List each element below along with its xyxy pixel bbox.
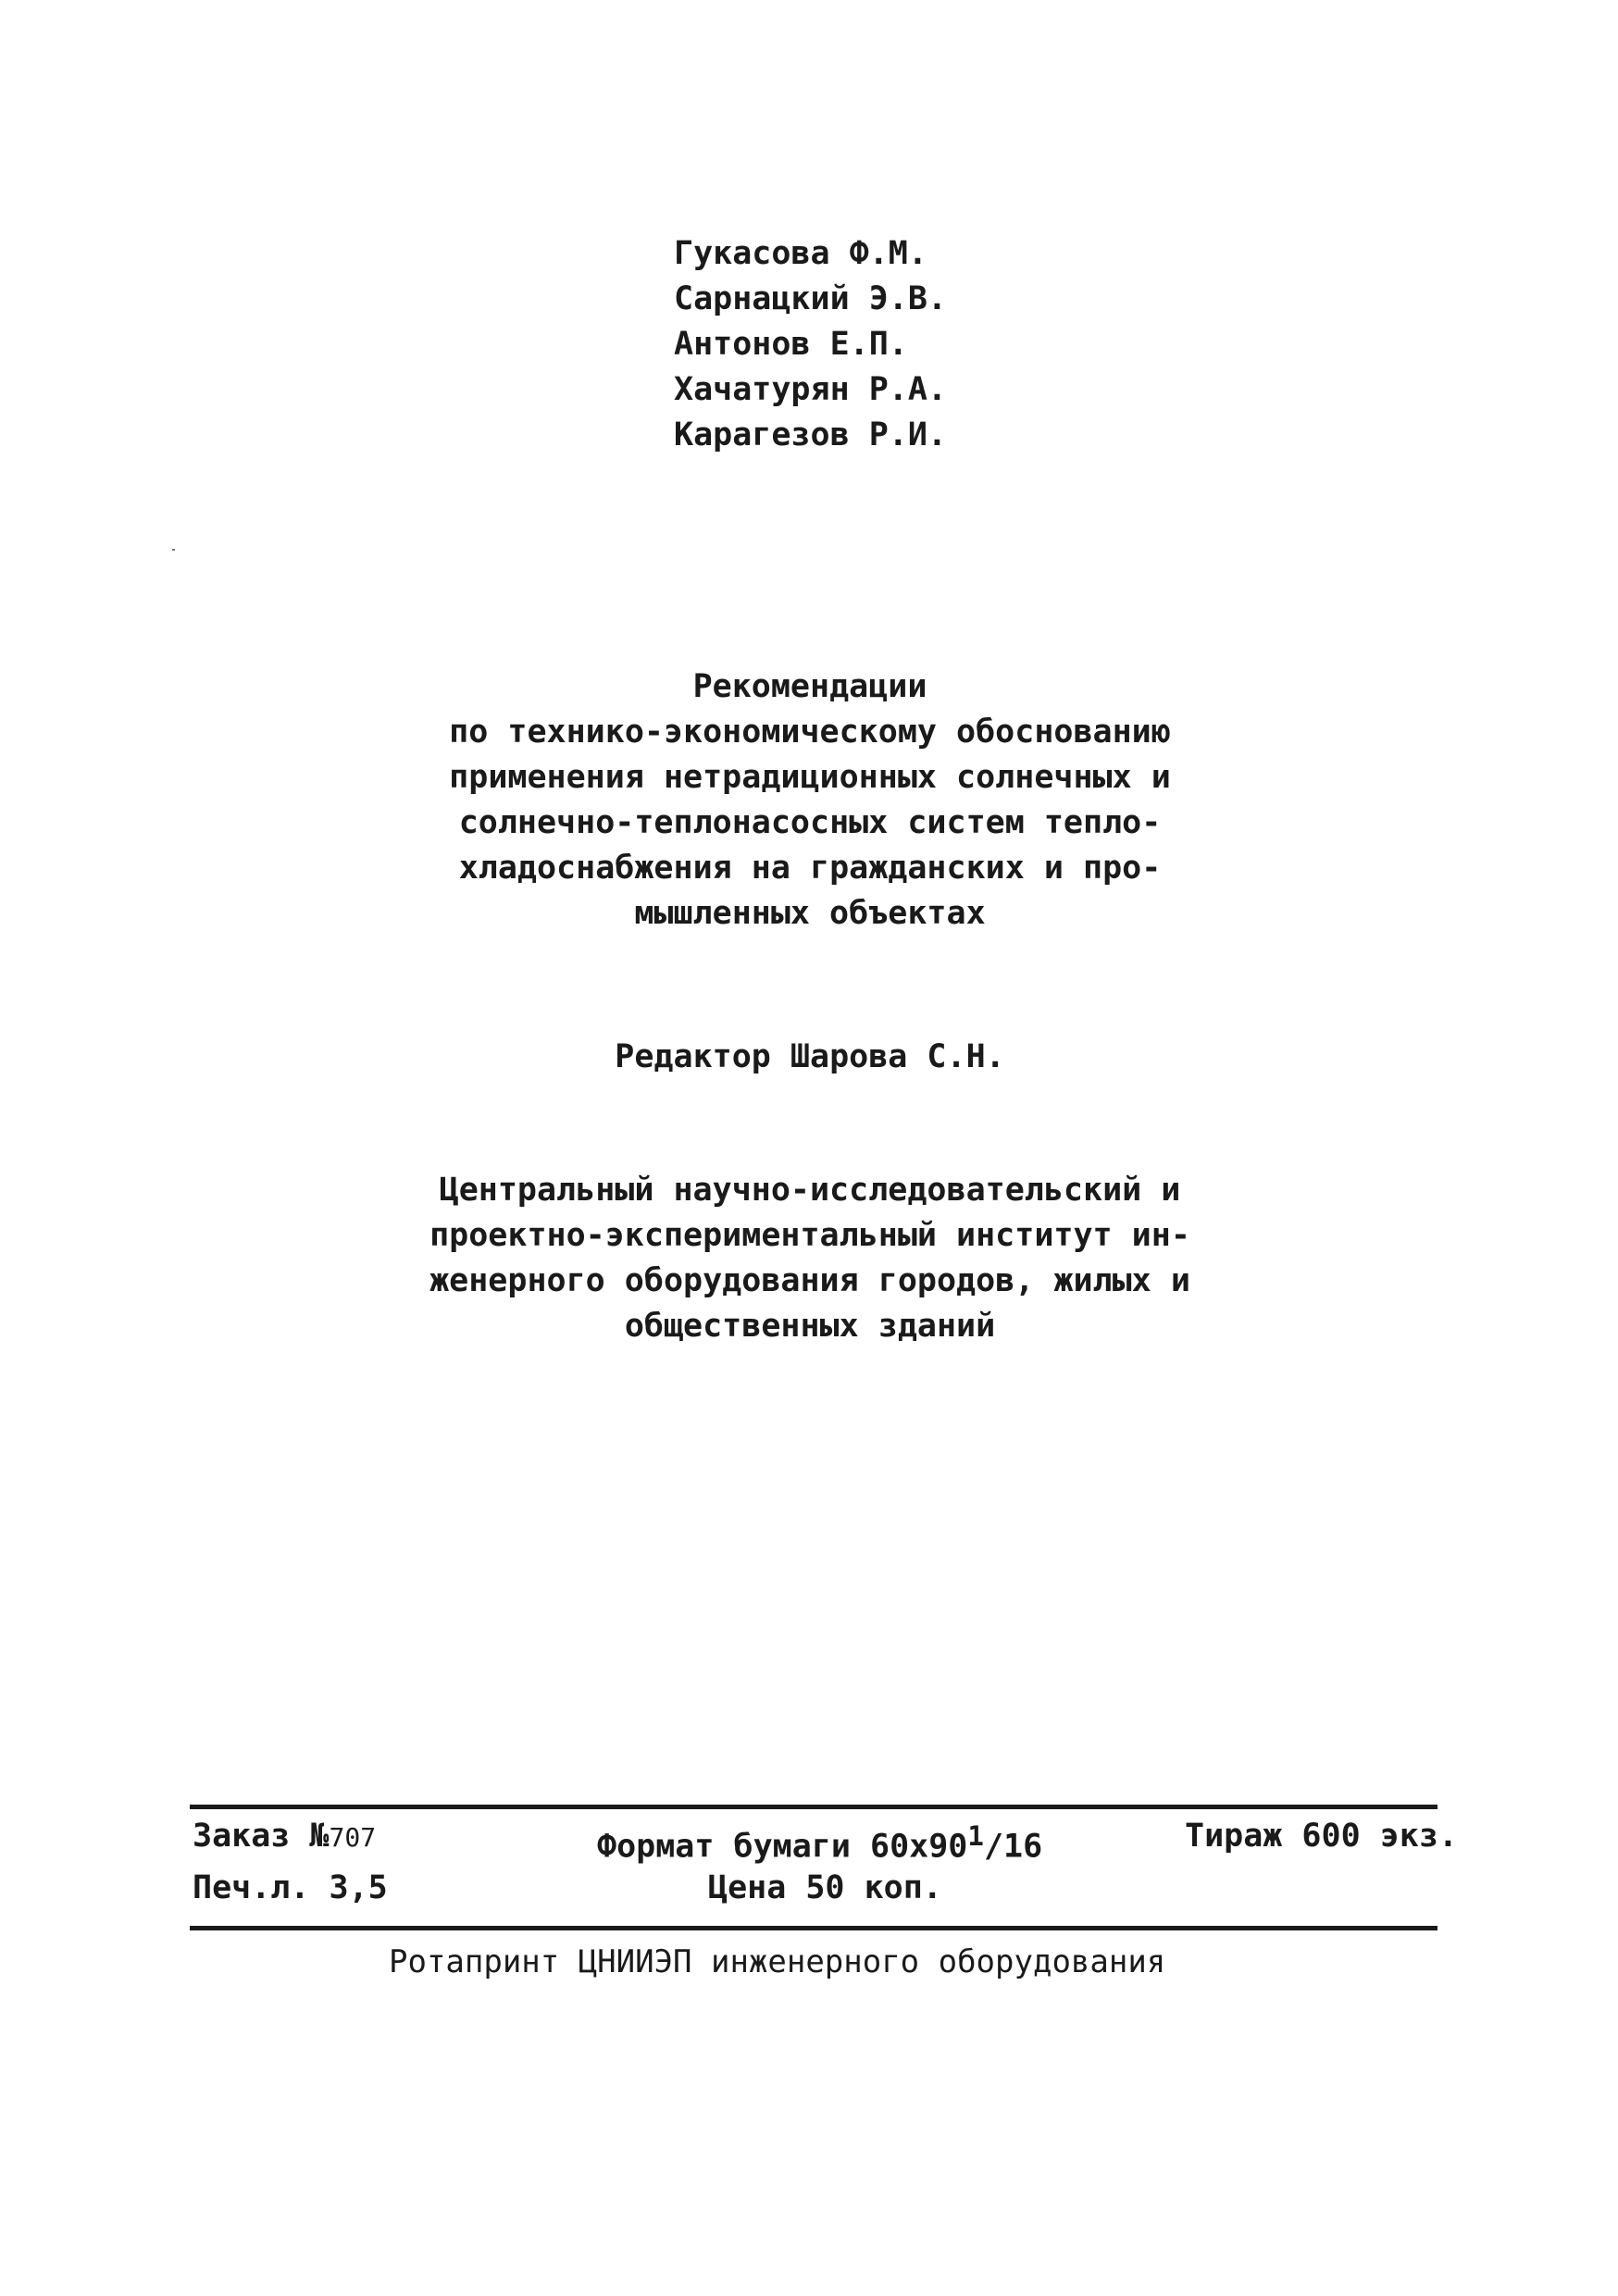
title-line: хладоснабжения на гражданских и про- xyxy=(458,850,1162,887)
author-name: Антонов Е.П. xyxy=(674,326,908,363)
author-list xyxy=(674,231,947,458)
print-run: Тираж 600 экз. xyxy=(1185,1818,1459,1855)
institute-name xyxy=(324,1168,1296,1349)
order-value: 707 xyxy=(329,1822,377,1853)
imprint-bottom-rule xyxy=(190,1926,1438,1930)
author-name: Сарнацкий Э.В. xyxy=(674,280,948,317)
editor-line: Редактор Шарова С.Н. xyxy=(615,1038,1005,1075)
author-name: Гукасова Ф.М. xyxy=(674,235,927,272)
scan-speck xyxy=(172,549,175,551)
author-name: Карагезов Р.И. xyxy=(674,416,948,453)
institute-line: общественных зданий xyxy=(624,1308,996,1345)
title-line: по технико-экономическому обоснованию xyxy=(449,714,1171,751)
author-name: Хачатурян Р.А. xyxy=(674,371,948,408)
format-superscript: 1 xyxy=(967,1820,984,1852)
price: Цена 50 коп. xyxy=(708,1869,942,1906)
title-line: солнечно-теплонасосных систем тепло- xyxy=(458,804,1162,841)
format-text: Формат бумаги 60х90 xyxy=(597,1828,968,1866)
title-line: Рекомендации xyxy=(692,668,927,705)
document-title xyxy=(324,664,1296,937)
institute-line: проектно-экспериментальный институт ин- xyxy=(429,1217,1190,1254)
paper-format xyxy=(597,1816,1042,1868)
title-line: мышленных объектах xyxy=(634,895,986,932)
format-tail: /16 xyxy=(983,1828,1043,1866)
order-number xyxy=(193,1816,376,1858)
order-label: Заказ № xyxy=(193,1818,330,1855)
printed-sheets: Печ.л. 3,5 xyxy=(193,1869,388,1906)
institute-line: женерного оборудования городов, жилых и xyxy=(429,1262,1190,1299)
institute-line: Центральный научно-исследовательский и xyxy=(439,1172,1181,1209)
title-line: применения нетрадиционных солнечных и xyxy=(449,759,1171,796)
printer-line: Ротапринт ЦНИИЭП инженерного оборудования xyxy=(389,1943,1166,1980)
imprint-top-rule xyxy=(190,1805,1438,1809)
